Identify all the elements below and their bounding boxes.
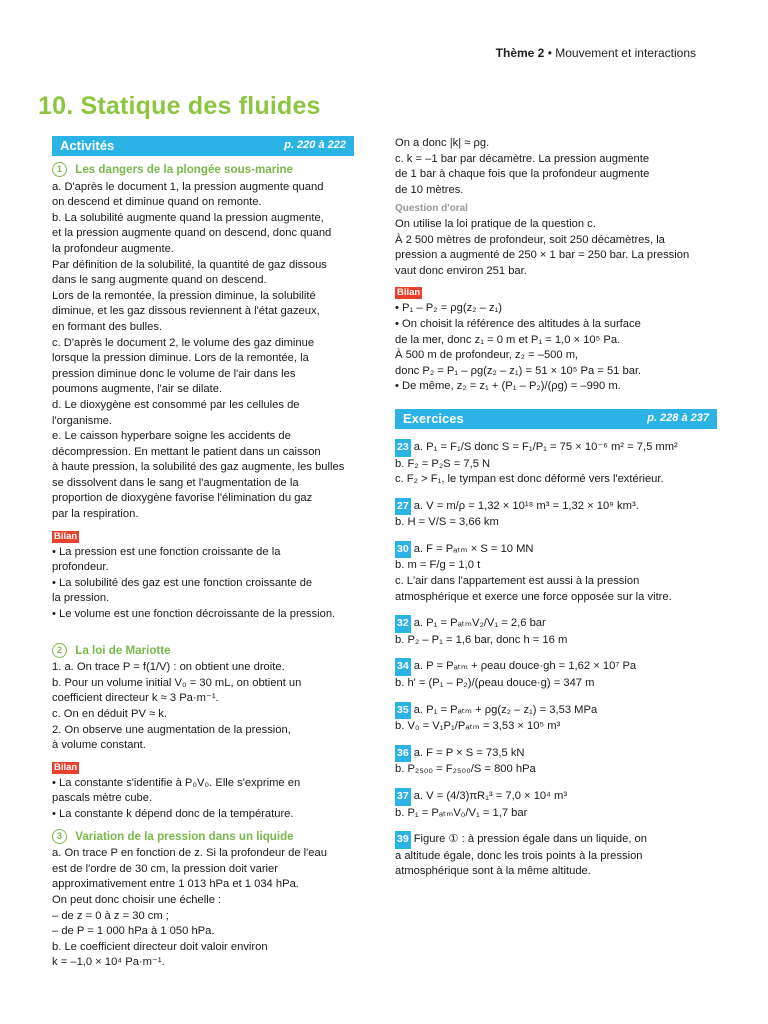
- text-line: [395, 831, 717, 849]
- text-line: [395, 439, 717, 457]
- text-line: • Le volume est une fonction décroissante de la pression.: [52, 608, 336, 621]
- text-span: a. P₁ = PₐₜₘV₂/V₁ = 2,6 bar: [413, 617, 546, 630]
- running-header: [496, 46, 696, 60]
- text-line: se dissolvent dans le sang et l'augmentation de la: [52, 476, 299, 489]
- activity-1-body: [52, 180, 354, 523]
- text-span: a. P₁ = F₁/S donc S = F₁/P₁ = 75 × 10⁻⁶ m² = 7,5 mm²: [413, 440, 678, 453]
- text-line: [395, 702, 717, 720]
- activity-3-title: [52, 829, 354, 845]
- exercise-number: 36: [395, 745, 411, 763]
- text-line: • La solubilité des gaz est une fonction croissante de: [52, 576, 313, 589]
- text-line: On peut donc choisir une échelle :: [52, 893, 222, 906]
- text-line: c. D'après le document 2, le volume des gaz diminue: [52, 336, 315, 349]
- text-line: c. L'air dans l'appartement est aussi à la pression: [395, 575, 640, 588]
- text-line: a. On trace P en fonction de z. Si la profondeur de l'eau: [52, 847, 327, 860]
- exercise-27: [395, 498, 717, 531]
- activity-3-continued: [395, 136, 717, 198]
- text-line: donc P₂ = P₁ – ρg(z₂ – z₁) = 51 × 10⁵ Pa = 51 bar.: [395, 364, 642, 377]
- text-line: On utilise la loi pratique de la question c.: [395, 217, 596, 230]
- text-line: b. Le coefficient directeur doit valoir environ: [52, 940, 268, 953]
- activites-banner: [52, 136, 354, 156]
- activity-3-body: [52, 846, 354, 971]
- text-line: pascals mètre cube.: [52, 792, 153, 805]
- text-line: [395, 615, 717, 633]
- exercise-number: 23: [395, 439, 411, 457]
- text-line: vaut donc environ 251 bar.: [395, 264, 527, 277]
- exercise-36: [395, 745, 717, 778]
- text-line: a. D'après le document 1, la pression augmente quand: [52, 180, 324, 193]
- right-column: [395, 136, 717, 880]
- text-line: la pression.: [52, 592, 110, 605]
- exercise-35: [395, 702, 717, 735]
- question-oral-label: Question d'oral: [395, 203, 468, 215]
- text-line: Par définition de la solubilité, la quantité de gaz dissous: [52, 258, 327, 271]
- exercise-23: [395, 439, 717, 488]
- text-line: • La constante k dépend donc de la température.: [52, 807, 294, 820]
- text-line: 1. a. On trace P = f(1/V) : on obtient une droite.: [52, 661, 285, 674]
- activity-2-number-icon: 2: [52, 643, 67, 658]
- text-line: décompression. En mettant le patient dans un caisson: [52, 445, 321, 458]
- text-line: k = –1,0 × 10⁴ Pa·m⁻¹.: [52, 956, 165, 969]
- question-oral-body: [395, 217, 717, 279]
- activity-2-bilan: [52, 776, 354, 823]
- activity-1-number-icon: 1: [52, 162, 67, 177]
- text-line: c. On en déduit PV ≈ k.: [52, 708, 167, 720]
- text-line: de la mer, donc z₁ = 0 m et P₁ = 1,0 × 10⁵ Pa.: [395, 333, 621, 346]
- exercise-number: 32: [395, 615, 411, 633]
- text-line: • De même, z₂ = z₁ + (P₁ – P₂)/(ρg) = –990 m.: [395, 380, 621, 393]
- text-line: b. H = V/S = 3,66 km: [395, 516, 499, 529]
- text-line: pression a augmenté de 250 × 1 bar = 250 bar. La pression: [395, 249, 690, 262]
- text-line: diminue, et les gaz dissous reviennent à l'état gazeux,: [52, 305, 320, 318]
- text-span: a. F = P × S = 73,5 kN: [413, 746, 525, 759]
- text-line: atmosphérique et exerce une force opposée sur la vitre.: [395, 590, 672, 603]
- text-line: profondeur.: [52, 561, 109, 574]
- text-line: par la respiration.: [52, 508, 139, 521]
- text-line: À 2 500 mètres de profondeur, soit 250 décamètres, la: [395, 233, 665, 246]
- activity-3-bilan: [395, 301, 717, 395]
- chapter-title: 10. Statique des fluides: [38, 92, 321, 120]
- text-line: c. F₂ > F₁, le tympan est donc déformé vers l'extérieur.: [395, 473, 664, 486]
- text-line: b. P₂ – P₁ = 1,6 bar, donc h = 16 m: [395, 633, 568, 646]
- activity-1-title: [52, 162, 354, 178]
- activites-pages: p. 220 à 222: [284, 139, 346, 152]
- text-line: e. Le caisson hyperbare soigne les accidents de: [52, 430, 291, 443]
- exercices-banner: [395, 409, 717, 429]
- bilan-badge: Bilan: [54, 761, 78, 773]
- text-line: [395, 498, 717, 516]
- text-line: b. La solubilité augmente quand la pression augmente,: [52, 211, 324, 224]
- text-line: à volume constant.: [52, 739, 146, 752]
- text-line: on descend et diminue quand on remonte.: [52, 196, 262, 209]
- text-line: b. P₁ = PₐₜₘV₀/V₁ = 1,7 bar: [395, 806, 528, 819]
- text-line: – de z = 0 à z = 30 cm ;: [52, 909, 169, 922]
- text-line: • P₁ – P₂ = ρg(z₂ – z₁): [395, 302, 503, 315]
- exercise-number: 27: [395, 498, 411, 516]
- text-line: coefficient directeur k ≈ 3 Pa·m⁻¹.: [52, 692, 219, 705]
- text-line: b. P₂₅₀₀ = F₂₅₀₀/S = 800 hPa: [395, 763, 536, 776]
- left-column: [52, 136, 354, 971]
- text-line: b. V₀ = V₁P₁/Pₐₜₘ = 3,53 × 10⁵ m³: [395, 720, 561, 733]
- text-line: en formant des bulles.: [52, 320, 163, 333]
- text-line: lorsque la pression diminue. Lors de la remontée, la: [52, 352, 309, 365]
- text-line: [395, 541, 717, 559]
- exercise-37: [395, 788, 717, 821]
- text-line: c. k = –1 bar par décamètre. La pression augmente: [395, 152, 650, 165]
- activity-1-title-text: Les dangers de la plongée sous-marine: [75, 163, 294, 176]
- text-line: atmosphérique sont à la même altitude.: [395, 865, 591, 878]
- text-line: [395, 788, 717, 806]
- exercise-number: 37: [395, 788, 411, 806]
- text-line: approximativement entre 1 013 hPa et 1 034 hPa.: [52, 878, 299, 891]
- text-line: poumons augmente, l'air se dilate.: [52, 383, 223, 396]
- text-line: à haute pression, la solubilité des gaz augmente, les bulles: [52, 461, 345, 474]
- text-line: de 1 bar à chaque fois que la profondeur augmente: [395, 168, 650, 181]
- exercices-label: Exercices: [403, 411, 464, 427]
- text-line: b. F₂ = P₂S = 7,5 N: [395, 457, 491, 470]
- text-line: On a donc |k| ≈ ρg.: [395, 137, 490, 149]
- text-line: b. Pour un volume initial V₀ = 30 mL, on obtient un: [52, 676, 302, 689]
- activity-2-title: [52, 643, 354, 659]
- activity-1-bilan: [52, 545, 354, 623]
- text-line: • On choisit la référence des altitudes à la surface: [395, 317, 641, 330]
- text-span: a. P = Pₐₜₘ + ρeau douce·gh = 1,62 × 10⁷ Pa: [413, 660, 637, 673]
- exercise-number: 39: [395, 831, 411, 849]
- header-theme: Thème 2: [495, 46, 545, 60]
- text-line: • La constante s'identifie à P₀V₀. Elle s'exprime en: [52, 776, 301, 789]
- text-line: l'organisme.: [52, 414, 112, 427]
- text-line: dans le sang augmente quand on descend.: [52, 274, 267, 287]
- exercise-number: 35: [395, 702, 411, 720]
- activity-3-title-text: Variation de la pression dans un liquide: [75, 829, 294, 843]
- exercise-30: [395, 541, 717, 605]
- text-line: d. Le dioxygène est consommé par les cellules de: [52, 398, 300, 411]
- text-line: [395, 745, 717, 763]
- exercise-32: [395, 615, 717, 648]
- text-line: est de l'ordre de 30 cm, la pression doit varier: [52, 862, 278, 875]
- header-separator: •: [547, 46, 552, 60]
- activity-2-body: [52, 660, 354, 754]
- text-line: 2. On observe une augmentation de la pression,: [52, 723, 291, 736]
- text-line: – de P = 1 000 hPa à 1 050 hPa.: [52, 925, 215, 938]
- text-span: a. V = m/ρ = 1,32 × 10¹⁸ m³ = 1,32 × 10⁹ km³.: [413, 499, 639, 512]
- activity-2-title-text: La loi de Mariotte: [75, 643, 171, 657]
- bilan-badge: Bilan: [397, 287, 421, 299]
- text-line: • La pression est une fonction croissante de la: [52, 545, 281, 558]
- exercise-39: [395, 831, 717, 880]
- exercise-34: [395, 658, 717, 691]
- text-line: de 10 mètres.: [395, 183, 464, 196]
- text-line: b. h' = (P₁ – P₂)/(ρeau douce·g) = 347 m: [395, 677, 595, 690]
- text-span: a. V = (4/3)πR₁³ = 7,0 × 10⁴ m³: [413, 790, 568, 802]
- exercise-number: 30: [395, 541, 411, 559]
- text-line: [395, 658, 717, 676]
- text-span: a. P₁ = Pₐₜₘ + ρg(z₂ – z₁) = 3,53 MPa: [413, 703, 598, 716]
- text-line: b. m = F/g = 1,0 t: [395, 559, 481, 572]
- text-line: À 500 m de profondeur, z₂ = –500 m,: [395, 349, 579, 362]
- text-line: a altitude égale, donc les trois points à la pression: [395, 849, 643, 862]
- activites-label: Activités: [60, 138, 115, 154]
- text-span: a. F = Pₐₜₘ × S = 10 MN: [413, 542, 534, 555]
- exercise-number: 34: [395, 658, 411, 676]
- text-line: la profondeur augmente.: [52, 242, 174, 255]
- activity-3-number-icon: 3: [52, 829, 67, 844]
- text-line: pression diminue donc le volume de l'air dans les: [52, 367, 296, 380]
- exercices-pages: p. 228 à 237: [647, 412, 709, 425]
- bilan-badge: Bilan: [54, 530, 78, 542]
- text-line: proportion de dioxygène favorise l'élimination du gaz: [52, 492, 313, 505]
- text-span: Figure ① : à pression égale dans un liquide, on: [413, 833, 647, 846]
- text-line: Lors de la remontée, la pression diminue, la solubilité: [52, 289, 316, 302]
- text-line: et la pression augmente quand on descend, donc quand: [52, 227, 332, 240]
- header-subtitle: Mouvement et interactions: [555, 46, 696, 60]
